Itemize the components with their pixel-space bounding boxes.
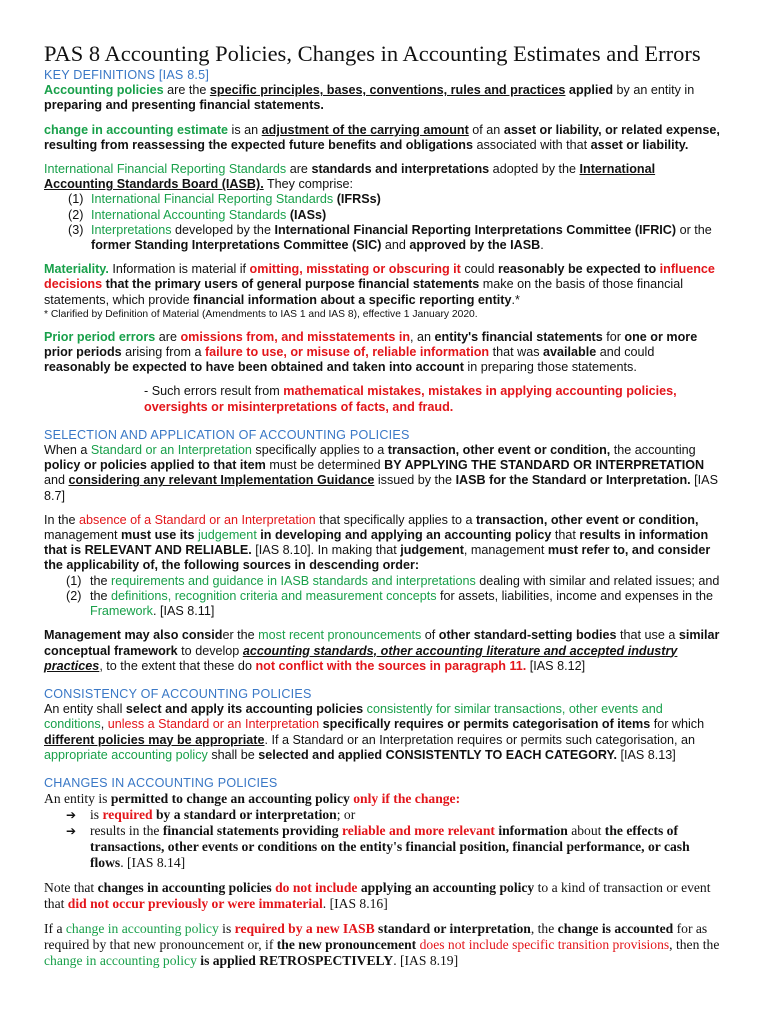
text: transaction, other event or condition, <box>475 512 699 527</box>
section-heading-consistency: CONSISTENCY OF ACCOUNTING POLICIES <box>44 686 312 701</box>
list-number: (3) <box>68 222 84 237</box>
section-heading-selection: SELECTION AND APPLICATION OF ACCOUNTING POLICIES <box>44 427 410 442</box>
text: asset or liability. <box>590 137 689 152</box>
text: in preparing those statements. <box>463 360 637 375</box>
text: that <box>551 528 580 543</box>
text: asset or liability, or related expense, resulting from reassessing the expected future benefits and obligations <box>44 122 720 152</box>
changes-intro <box>44 791 720 807</box>
text: applying an accounting policy <box>357 880 535 896</box>
list-item <box>44 589 720 619</box>
text: other standard-setting bodies <box>438 628 617 643</box>
text: Note that <box>44 880 98 896</box>
text: policy or policies applied to that item <box>44 458 266 473</box>
text: are <box>286 162 312 177</box>
text: specific principles, bases, conventions, rules and practices <box>209 83 566 98</box>
list-number: (2) <box>66 588 82 603</box>
text: most recent pronouncements <box>258 628 422 643</box>
text: requirements and guidance in IASB standards and interpretations <box>111 573 476 588</box>
text: and <box>44 473 69 488</box>
definition-accounting-policies <box>44 83 720 113</box>
text: adjustment of the carrying amount <box>261 122 469 137</box>
text: permitted to change an accounting policy <box>110 791 350 807</box>
text: International Financial Reporting Interpretations Committee (IFRIC) <box>274 222 677 237</box>
text: applied <box>565 83 614 98</box>
text: They comprise: <box>263 177 354 192</box>
text: the effects of transactions, other events or conditions on the entity's financial position, financial performance, or cash flows <box>90 823 690 871</box>
text: influence decisions <box>44 262 715 292</box>
text: or the <box>676 222 712 237</box>
changes-block <box>44 791 720 969</box>
text: accounting standards, other accounting literature and accepted industry practices <box>44 643 678 673</box>
text: IASB for the Standard or Interpretation. <box>455 473 691 488</box>
text: to a kind of transaction or event that <box>44 880 711 912</box>
text: and could <box>596 345 655 360</box>
text: for which <box>650 717 705 732</box>
text: . [IAS 8.14] <box>120 855 186 871</box>
list-item <box>44 823 720 871</box>
changes-conditions-list <box>44 807 720 871</box>
text: considering any relevant Implementation Guidance <box>68 473 375 488</box>
text: adopted by the <box>489 162 580 177</box>
text: unless a Standard or an Interpretation <box>107 717 320 732</box>
text: required <box>102 807 153 823</box>
text: reliable and more relevant <box>342 823 495 839</box>
text: associated with that <box>472 137 591 152</box>
text: must refer to, and consider the applicability of, the following sources in descending order: <box>44 543 711 573</box>
text: International Accounting Standards <box>91 207 287 222</box>
text: . [IAS 8.11] <box>152 604 215 619</box>
consistency-paragraph <box>44 702 720 763</box>
text: . <box>540 238 544 253</box>
text: results in information that is RELEVANT AND RELIABLE. <box>44 528 709 558</box>
text: dealing with similar and related issues; and <box>475 573 720 588</box>
text: financial information about a specific reporting entity <box>193 292 512 307</box>
term-accounting-policies: Accounting policies <box>44 83 164 98</box>
text: appropriate accounting policy <box>44 747 208 762</box>
section-heading-changes: CHANGES IN ACCOUNTING POLICIES <box>44 775 278 790</box>
text: the <box>90 573 112 588</box>
page-title: PAS 8 Accounting Policies, Changes in Accounting Estimates and Errors <box>44 41 701 66</box>
changes-note <box>44 880 720 912</box>
sources-list <box>44 574 720 620</box>
text: management <box>44 528 122 543</box>
text: developed by the <box>171 222 275 237</box>
text: Interpretations <box>91 222 172 237</box>
text: different policies may be appropriate <box>44 732 265 747</box>
text: International Financial Reporting Standards <box>91 192 334 207</box>
text: and <box>381 238 410 253</box>
text: transaction, other event or condition, <box>387 443 611 458</box>
text: [IAS 8.10]. In making that <box>251 543 401 558</box>
text: reasonably be expected to <box>497 262 657 277</box>
text: required by a new IASB <box>234 921 375 937</box>
definition-materiality <box>44 262 720 308</box>
selection-paragraph-2 <box>44 513 720 574</box>
text: If a <box>44 921 66 937</box>
text: is <box>218 921 235 937</box>
text: did not occur previously or were immaterial <box>67 896 323 912</box>
list-item <box>44 192 720 207</box>
text: Information is material if <box>108 262 250 277</box>
text: by an entity in <box>613 83 695 98</box>
text: of an <box>468 122 504 137</box>
text: financial statements providing <box>162 823 342 839</box>
text: former Standing Interpretations Committee (SIC) <box>91 238 382 253</box>
prior-errors-bullet <box>44 384 720 414</box>
text: arising from a <box>121 345 205 360</box>
text: definitions, recognition criteria and measurement concepts <box>111 588 437 603</box>
text: shall be <box>207 747 259 762</box>
list-number: (1) <box>66 573 82 588</box>
text: An entity is <box>44 791 111 807</box>
text: failure to use, or misuse of, reliable information <box>204 345 490 360</box>
text: mathematical mistakes, mistakes in applying accounting policies, oversights or misinterpretations of facts, and fraud. <box>144 384 677 414</box>
arrow-icon: ➔ <box>66 808 77 823</box>
text: [IAS 8.13] <box>617 747 676 762</box>
text: that use a <box>616 628 679 643</box>
text: (IASs) <box>286 207 327 222</box>
text: must use its <box>121 528 198 543</box>
list-item <box>44 208 720 223</box>
term-prior-period-errors: Prior period errors <box>44 329 156 344</box>
text: results in the <box>90 823 163 839</box>
text: make on the basis of those financial statements, which provide <box>44 277 684 307</box>
term-change-in-estimate: change in accounting estimate <box>44 122 229 137</box>
text: by a standard or interpretation <box>152 807 337 823</box>
text: .* <box>511 292 520 307</box>
text: available <box>543 345 597 360</box>
list-item <box>44 574 720 589</box>
section-heading-key-definitions: KEY DEFINITIONS [IAS 8.5] <box>44 68 210 82</box>
text: change in accounting policy <box>44 953 197 969</box>
text: that the primary users of general purpose financial statements <box>102 277 480 292</box>
text: er the <box>222 628 259 643</box>
text: for <box>602 329 625 344</box>
term-ifrs: International Financial Reporting Standards <box>44 162 287 177</box>
selection-paragraph-3 <box>44 628 720 674</box>
list-item <box>44 807 720 823</box>
text: . [IAS 8.16] <box>322 896 388 912</box>
text: , <box>100 717 108 732</box>
definition-change-in-estimate <box>44 123 720 153</box>
text: - Such errors result from <box>144 384 284 399</box>
text: issued by the <box>374 473 456 488</box>
text: about <box>567 823 605 839</box>
text: the new pronouncement <box>276 937 417 953</box>
text: changes in accounting policies <box>97 880 272 896</box>
text: standards and interpretations <box>311 162 490 177</box>
term-materiality: Materiality. <box>44 262 109 277</box>
text: that was <box>489 345 543 360</box>
text: , management <box>463 543 548 558</box>
text: absence of a Standard or an Interpretation <box>79 512 316 527</box>
text: are <box>155 329 181 344</box>
text: , to the extent that these do <box>99 658 256 673</box>
text: selected and applied CONSISTENTLY TO EACH CATEGORY. <box>258 747 617 762</box>
text: is an <box>228 122 262 137</box>
changes-new-pronouncement <box>44 921 720 969</box>
definition-prior-period-errors <box>44 330 720 376</box>
text: information <box>494 823 568 839</box>
text: that specifically applies to a <box>315 512 476 527</box>
text: , the <box>530 921 558 937</box>
text: preparing and presenting financial statements. <box>44 98 324 113</box>
text: consistently for similar transactions, other events and conditions <box>44 702 663 732</box>
list-item <box>44 223 720 253</box>
text: . [IAS 8.19] <box>393 953 459 969</box>
text: An entity shall <box>44 702 126 717</box>
text: are the <box>163 83 210 98</box>
text: [IAS 8.7] <box>44 473 718 503</box>
text: the accounting <box>610 443 696 458</box>
text: could <box>460 262 498 277</box>
list-number: (1) <box>68 192 84 207</box>
selection-paragraph-1 <box>44 443 720 504</box>
text: similar conceptual framework <box>44 628 720 658</box>
text: ; or <box>336 807 356 823</box>
list-number: (2) <box>68 207 84 222</box>
text: Standard or an Interpretation <box>90 443 252 458</box>
text: , then the <box>669 937 720 953</box>
text: select and apply its accounting policies <box>125 702 364 717</box>
arrow-icon: ➔ <box>66 824 77 839</box>
text: do not include <box>271 880 358 896</box>
document-page <box>44 42 720 969</box>
text: of <box>421 628 439 643</box>
text: Management may also consid <box>44 628 223 643</box>
text: to develop <box>177 643 243 658</box>
text: not conflict with the sources in paragraph 11. <box>255 658 527 673</box>
text: is <box>90 807 103 823</box>
text: judgement <box>198 528 257 543</box>
text: for as required by that new pronouncement or, if <box>44 921 708 953</box>
text: In the <box>44 512 80 527</box>
text: change in accounting policy <box>65 921 219 937</box>
text: standard or interpretation <box>374 921 531 937</box>
ifrs-list <box>44 192 720 253</box>
text: in developing and applying an accounting policy <box>256 528 552 543</box>
text: judgement <box>400 543 464 558</box>
text: International Accounting Standards Board (IASB). <box>44 162 656 192</box>
text: entity's financial statements <box>434 329 603 344</box>
text: is applied RETROSPECTIVELY <box>196 953 394 969</box>
text: [IAS 8.12] <box>526 658 586 673</box>
text: one or more prior periods <box>44 329 698 360</box>
text: specifically requires or permits categorisation of items <box>319 717 651 732</box>
text: (IFRSs) <box>333 192 381 207</box>
text: , an <box>410 329 435 344</box>
text: only if the change: <box>349 791 461 807</box>
text: the <box>90 588 112 603</box>
text: BY APPLYING THE STANDARD OR INTERPRETATION <box>384 458 705 473</box>
text: Framework <box>90 604 153 619</box>
text: reasonably be expected to have been obtained and taken into account <box>44 360 464 375</box>
text: When a <box>44 443 91 458</box>
text: does not include specific transition provisions <box>416 937 670 953</box>
materiality-footnote: * Clarified by Definition of Material (Amendments to IAS 1 and IAS 8), effective 1 January 2020. <box>44 308 478 320</box>
definition-ifrs <box>44 162 720 192</box>
text: change is accounted <box>557 921 674 937</box>
text: omissions from, and misstatements in <box>180 329 411 344</box>
text: approved by the IASB <box>409 238 541 253</box>
text: omitting, misstating or obscuring it <box>249 262 461 277</box>
text: . If a Standard or an Interpretation requires or permits such categorisation, an <box>264 732 695 747</box>
text: for assets, liabilities, income and expenses in the <box>436 588 714 603</box>
text: specifically applies to a <box>251 443 388 458</box>
text: must be determined <box>265 458 385 473</box>
